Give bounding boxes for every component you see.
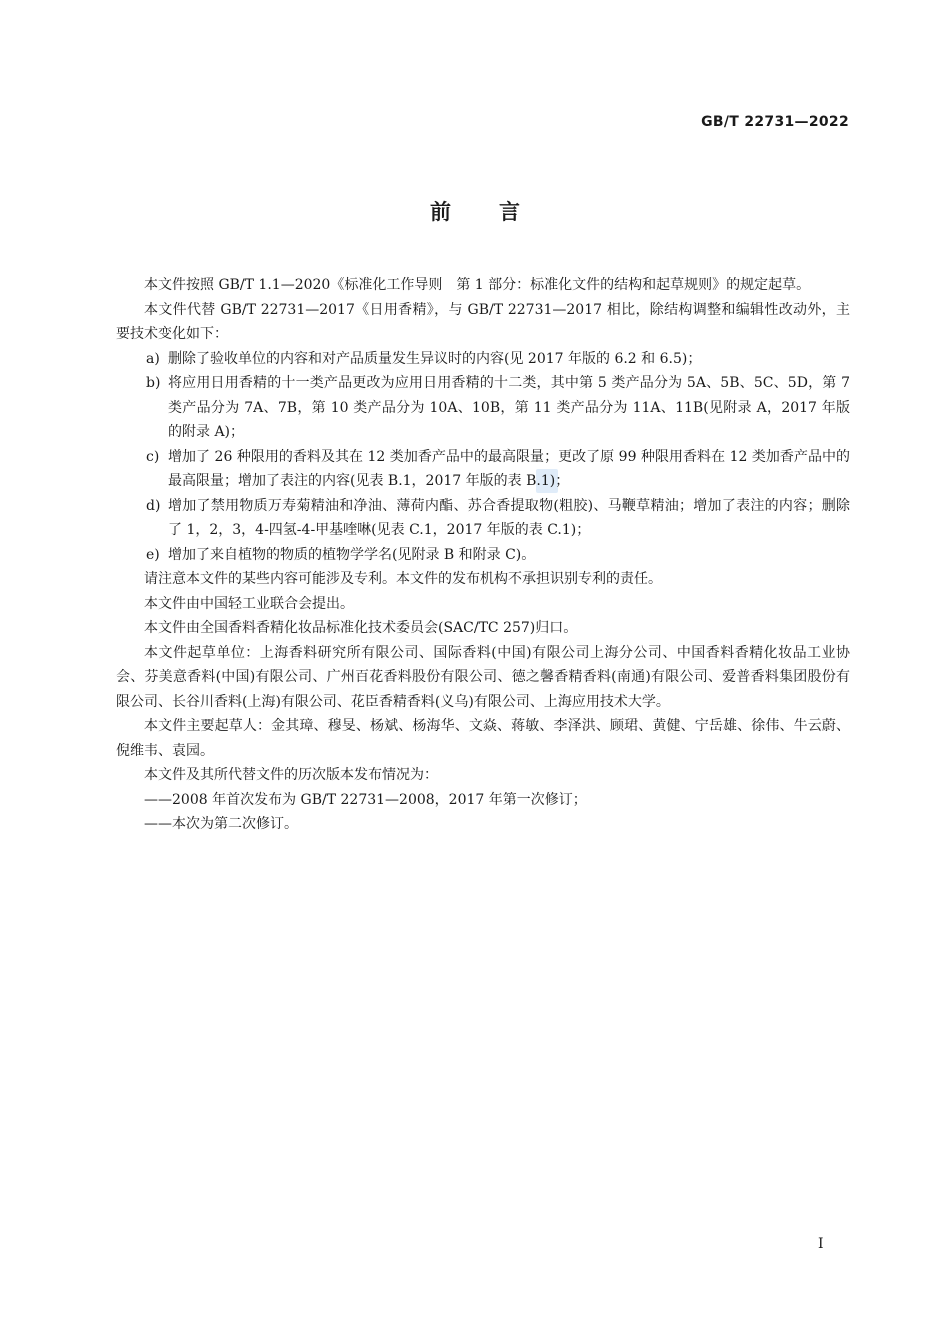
item-marker: a) <box>146 350 160 367</box>
item-text: 删除了验收单位的内容和对产品质量发生异议时的内容(见 2017 年版的 6.2 和 6.5)； <box>168 350 702 367</box>
history-item: ——本次为第二次修订。 <box>144 816 298 832</box>
change-item-a <box>116 347 850 372</box>
item-text: 将应用日用香精的十一类产品更改为应用日用香精的十二类，其中第 5 类产品分为 5A、5B、5C、5D，第 7 类产品分为 7A、7B，第 10 类产品分为 10A、10B，第 11 类产品分为 11A、11B(见附录 A，2017 年版的附录 A)； <box>168 375 850 440</box>
change-item-c <box>116 445 850 494</box>
document-body <box>116 273 850 837</box>
paragraph-history-intro: 本文件及其所代替文件的历次版本发布情况为： <box>144 767 438 783</box>
change-item-d <box>116 494 850 543</box>
paragraph-patent-notice: 请注意本文件的某些内容可能涉及专利。本文件的发布机构不承担识别专利的责任。 <box>144 571 662 587</box>
paragraph-drafters: 本文件主要起草人：金其璋、穆旻、杨斌、杨海华、文焱、蒋敏、李泽洪、顾珺、黄健、宁岳雄、徐伟、牛云蔚、倪维韦、袁园。 <box>116 718 850 759</box>
item-marker: c) <box>146 448 160 465</box>
change-item-b <box>116 371 850 445</box>
item-marker: e) <box>146 546 160 563</box>
paragraph-drafting-rules: 本文件按照 GB/T 1.1—2020《标准化工作导则 第 1 部分：标准化文件的结构和起草规则》的规定起草。 <box>144 277 811 293</box>
item-text: 增加了来自植物的物质的植物学学名(见附录 B 和附录 C)。 <box>168 546 536 563</box>
item-text: 增加了 26 种限用的香料及其在 12 类加香产品中的最高限量；更改了原 99 种限用香料在 12 类加香产品中的最高限量；增加了表注的内容(见表 B.1，2017 年版的表 B.1)； <box>168 448 850 489</box>
page-title: 前言 <box>430 200 568 224</box>
standard-number: GB/T 22731—2022 <box>701 114 849 130</box>
paragraph-proposer: 本文件由中国轻工业联合会提出。 <box>144 595 354 612</box>
page-number: I <box>818 1236 824 1252</box>
history-item: ——2008 年首次发布为 GB/T 22731—2008，2017 年第一次修订； <box>144 791 587 808</box>
paragraph-replaces: 本文件代替 GB/T 22731—2017《日用香精》，与 GB/T 22731—2017 相比，除结构调整和编辑性改动外，主要技术变化如下： <box>116 301 850 342</box>
change-item-e <box>116 543 850 568</box>
item-marker: d) <box>146 497 161 514</box>
paragraph-technical-committee: 本文件由全国香料香精化妆品标准化技术委员会(SAC/TC 257)归口。 <box>144 620 578 636</box>
item-marker: b) <box>146 375 161 391</box>
item-text: 增加了禁用物质万寿菊精油和净油、薄荷内酯、苏合香提取物(粗胶)、马鞭草精油；增加了表注的内容；删除了 1，2，3，4-四氢-4-甲基喹啉(见表 C.1，2017 年版的表 C.1)； <box>168 497 850 538</box>
paragraph-drafting-units: 本文件起草单位：上海香料研究所有限公司、国际香料(中国)有限公司上海分公司、中国香料香精化妆品工业协会、芬美意香料(中国)有限公司、广州百花香料股份有限公司、德之馨香精香料(南通)有限公司、爱普香料集团股份有限公司、长谷川香料(上海)有限公司、花臣香精香料(义乌)有限公司、上海应用技术大学。 <box>116 644 850 710</box>
